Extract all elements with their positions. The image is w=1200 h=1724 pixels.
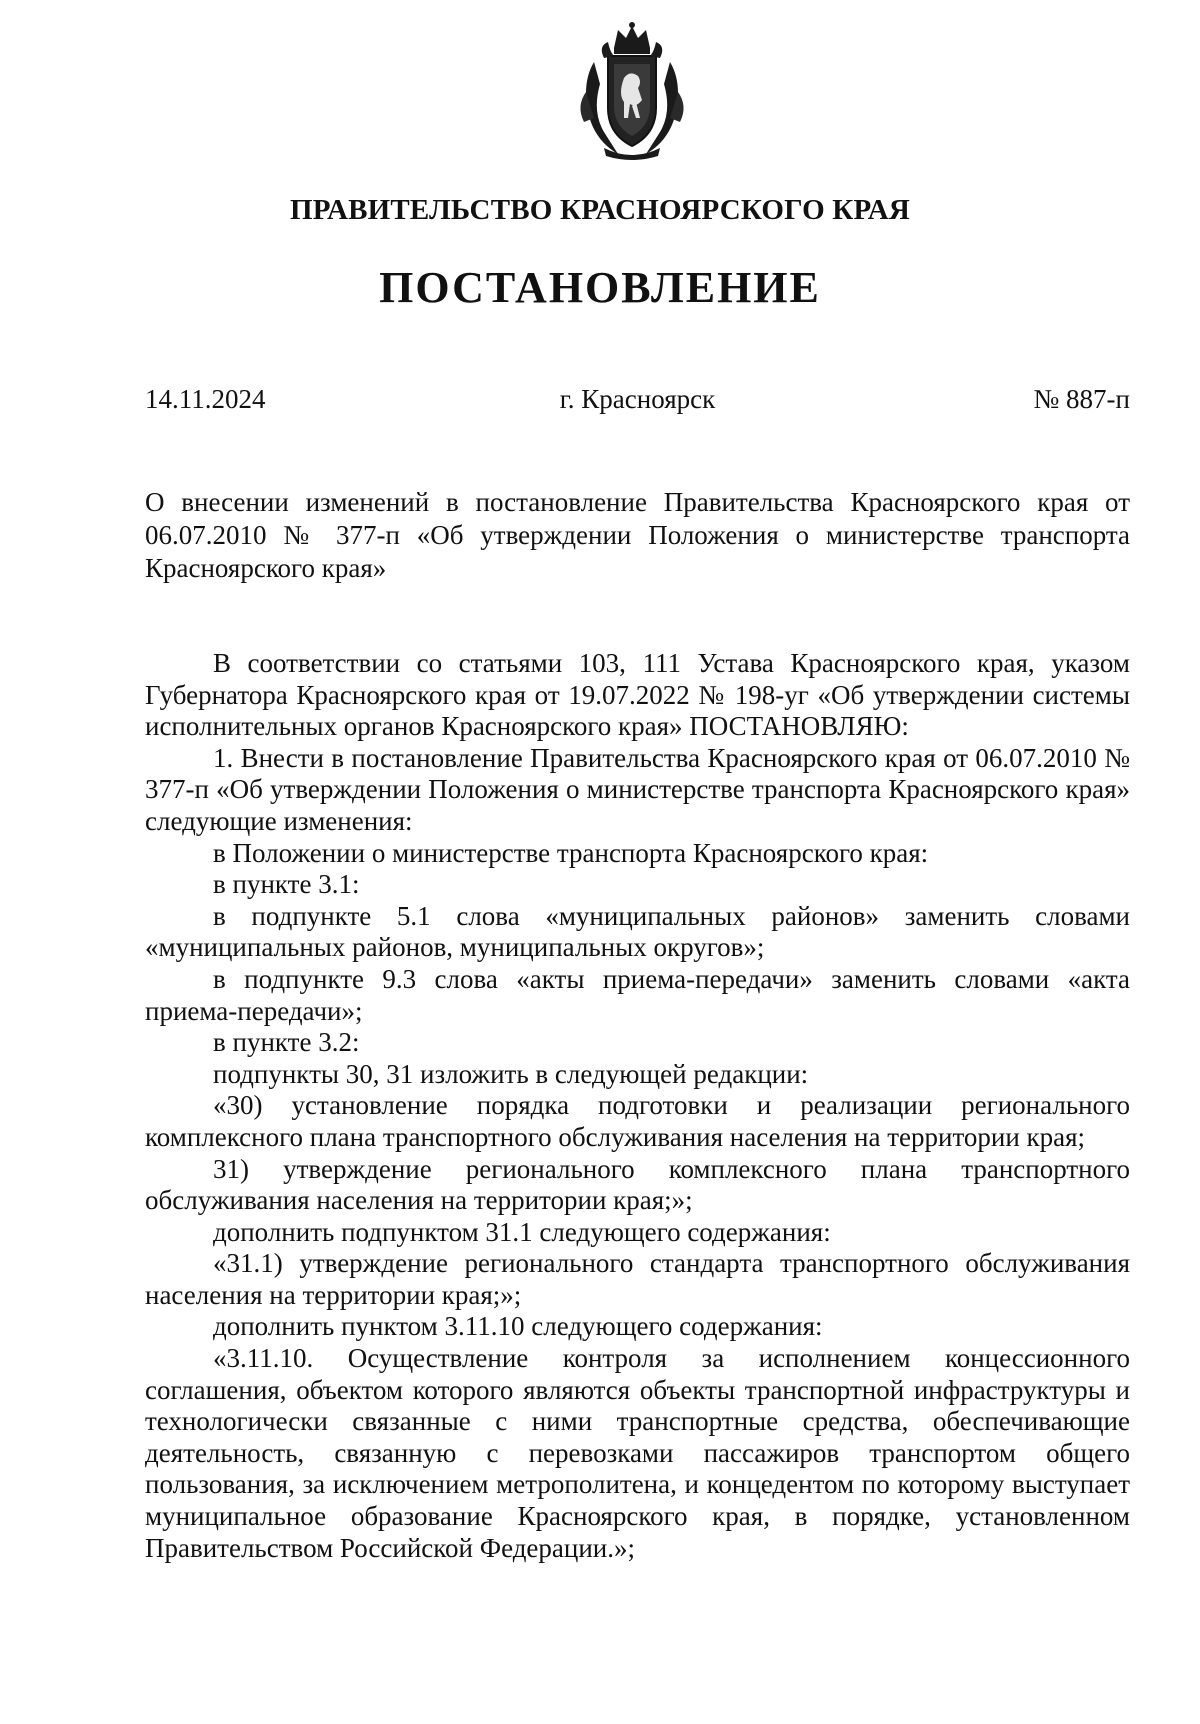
paragraph: «31.1) утверждение регионального стандарта транспортного обслуживания населения на территории края;»; [145,1248,1130,1310]
paragraph: в пункте 3.1: [213,869,360,900]
paragraph: В соответствии со статьями 103, 111 Устава Красноярского края, указом Губернатора Красноярского края от 19.07.2022 № 198-уг «Об утверждении системы исполнительных органов Красноярского края» ПОСТАНОВЛЯЮ: [145,648,1130,742]
document-number: № 887-п [1033,384,1130,414]
paragraph: «3.11.10. Осуществление контроля за исполнением концессионного соглашения, объектом которого являются объекты транспортной инфраструктуры и технологически связанные с ними транспортные средства, обеспечивающие деятельность, связанную с перевозками пассажиров транспортом общего пользования, за исключением метрополитена, и концедентом по которому выступает муниципальное образование Красноярского края, в порядке, установленном Правительством Российской Федерации.»; [145,1343,1130,1563]
document-meta [145,384,1130,424]
paragraph: подпункты 30, 31 изложить в следующей редакции: [213,1058,809,1089]
document-city: г. Красноярск [559,384,716,414]
paragraph: в Положении о министерстве транспорта Красноярского края: [213,837,929,868]
paragraph: «30) установление порядка подготовки и реализации регионального комплексного плана транспортного обслуживания населения на территории края; [145,1090,1130,1152]
paragraph: дополнить пунктом 3.11.10 следующего содержания: [213,1311,823,1342]
organization-title: ПРАВИТЕЛЬСТВО КРАСНОЯРСКОГО КРАЯ [289,194,911,226]
paragraph: дополнить подпунктом 31.1 следующего содержания: [213,1216,831,1247]
document-subject: О внесении изменений в постановление Правительства Красноярского края от 06.07.2010 № 377-п «Об утверждении Положения о министерстве транспорта Красноярского края» [145,487,1130,583]
document-body [145,648,1130,1564]
document-date: 14.11.2024 [145,384,266,414]
paragraph: в подпункте 5.1 слова «муниципальных районов» заменить словами «муниципальных районов, муниципальных округов»; [145,900,1130,963]
document-type-title: ПОСТАНОВЛЕНИЕ [379,263,821,312]
paragraph: в пункте 3.2: [213,1027,360,1058]
paragraph: в подпункте 9.3 слова «акты приема-передачи» заменить словами «акта приема-передачи»; [145,963,1130,1026]
coat-of-arms-icon [574,22,690,162]
paragraph: 31) утверждение регионального комплексного плана транспортного обслуживания населения на территории края;»; [145,1153,1130,1216]
paragraph: 1. Внести в постановление Правительства Красноярского края от 06.07.2010 № 377-п «Об утверждении Положения о министерстве транспорта Красноярского края» следующие изменения: [145,742,1130,836]
